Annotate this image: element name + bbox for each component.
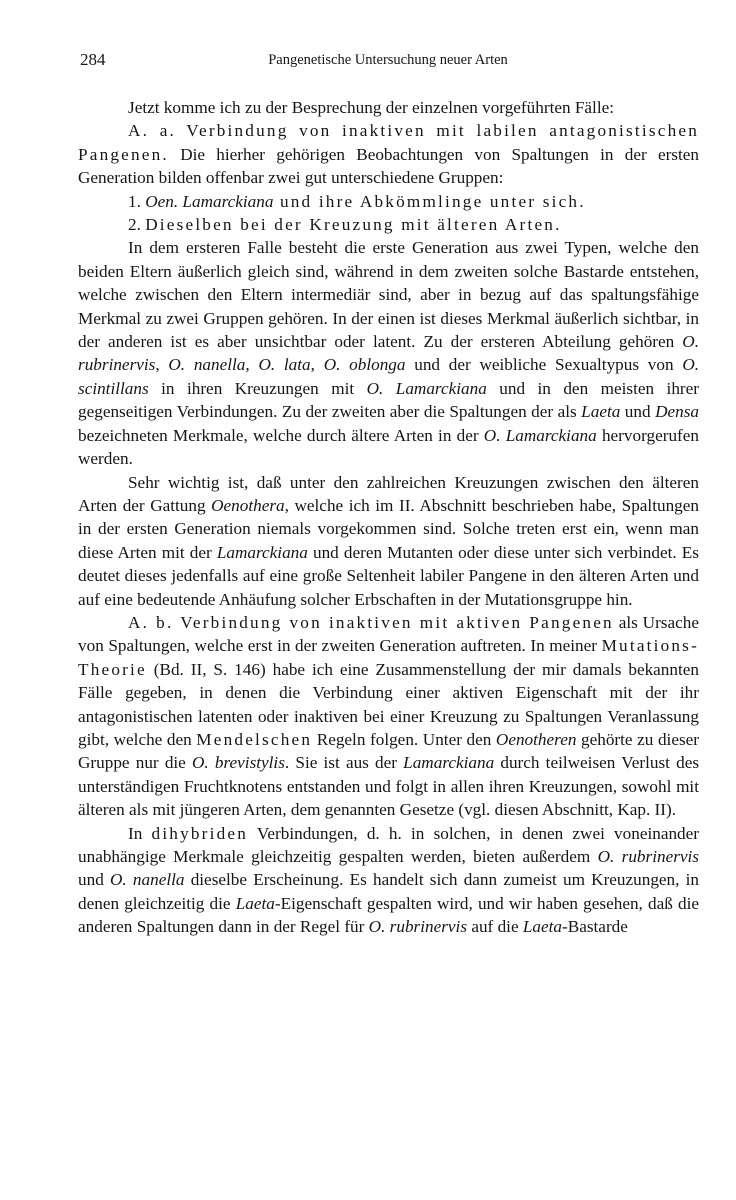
paragraph-section-a-a	[78, 119, 699, 189]
text-run: und der weibliche Sexualtypus von	[405, 355, 683, 375]
body-text	[78, 96, 699, 939]
species-name: Densa	[655, 402, 699, 422]
text-run: ,	[245, 355, 259, 375]
spaced-text: Mutations-Theorie	[78, 636, 699, 679]
text-run: auf die	[467, 917, 523, 937]
text-run: hervorgerufen werden.	[78, 425, 699, 469]
text-run: (Bd. II, S. 146) habe ich eine Zusammenstellung der mir damals bekannten Fälle gegeben, in denen die Verbindung einer aktiven Eigenschaft mit der ihr antagonistischen latenten oder inaktiven bei einer Kreuzung zu Spaltungen Veranlassung gibt, welche den	[78, 659, 699, 749]
species-name: O. rubrinervis	[597, 847, 699, 866]
text-run: , welche ich im II. Abschnitt beschrieben habe, Spaltungen in der ersten Generation niemals vorgekommen sind. Solche treten erst ein, wenn man diese Arten mit der	[78, 495, 699, 562]
text-run: Verbindungen, d. h. in solchen, in denen zwei voneinander unabhängige Merkmale gleichzeitig gespalten werden, bieten außerdem	[78, 823, 699, 866]
species-name: Oenotheren	[495, 729, 577, 749]
species-name: Lamarckiana	[403, 753, 495, 773]
species-name: O. Lamarckiana	[366, 378, 487, 398]
spaced-text: dihybriden	[151, 823, 248, 843]
text-run: -Bastarde	[562, 917, 628, 937]
paragraph-section-a-b	[78, 611, 699, 822]
paragraph-older-species	[78, 471, 699, 611]
text-run: ,	[310, 355, 324, 375]
species-name: Laeta	[235, 893, 275, 913]
paragraph-intro	[78, 96, 699, 119]
text-run: In dem ersteren Falle besteht die erste Generation aus zwei Typen, welche den beiden Eltern äußerlich gleich sind, während in dem zweiten solche Bastarde entstehen, welche zwischen den Eltern intermediär sind, aber in bezug auf das spaltungsfähige Merkmal zu zwei Gruppen gehören. In der einen ist dieses Merkmal äußerlich sichtbar, in der anderen ist es aber unsichtbar oder latent. Zu der ersteren Abteilung gehören	[78, 238, 699, 352]
list-item-1	[78, 190, 699, 213]
species-name: O. oblonga	[323, 355, 406, 375]
species-name: Oenothera	[211, 495, 285, 515]
paragraph-dihybrid	[78, 822, 699, 939]
paragraph-text: Die hierher gehörigen Beobachtungen von Spaltungen in der ersten Generation bilden offenbar zwei gut unterschiedene Gruppen:	[78, 144, 699, 188]
text-run: in ihren Kreuzungen mit	[148, 378, 367, 398]
text-run: und deren Mutanten oder diese unter sich verbindet. Es deutet dieses jedenfalls auf eine große Seltenheit labiler Pangene in den älteren Arten und auf eine bedeutende Anhäufung solcher Erbschaften in der Mutationsgruppe hin.	[78, 542, 699, 609]
text-run: Regeln folgen. Unter den	[312, 729, 496, 749]
species-name: Laeta	[522, 917, 563, 937]
list-item-2	[78, 213, 699, 236]
text-run: ,	[155, 355, 169, 375]
species-name: Lamarckiana	[216, 542, 308, 562]
species-name: Laeta	[581, 402, 621, 422]
species-name: Oen. Lamarckiana	[145, 191, 274, 211]
text-run: . Sie ist aus der	[284, 753, 404, 773]
text-run: und	[620, 402, 656, 422]
text-run: und	[78, 870, 110, 890]
paragraph-text: Jetzt komme ich zu der Besprechung der einzelnen vorgeführten Fälle:	[128, 98, 615, 117]
paragraph-first-case	[78, 236, 699, 470]
text-run: Sehr wichtig ist, daß unter den zahlreichen Kreuzungen zwischen den älteren Arten der Gattung	[78, 472, 699, 515]
list-item-number: 1.	[128, 191, 141, 211]
text-run: dieselbe Erscheinung. Es handelt sich dann zumeist um Kreuzungen, in denen gleichzeitig die	[78, 870, 700, 913]
text-run: gehörte zu dieser Gruppe nur die	[78, 729, 699, 773]
running-title: Pangenetische Untersuchung neuer Arten	[268, 52, 508, 68]
species-name: O. lata	[258, 355, 311, 375]
page-header	[80, 50, 696, 74]
text-run: bezeichneten Merkmale, welche durch ältere Arten in der	[78, 425, 484, 445]
list-item-number: 2.	[128, 215, 141, 235]
text-run: -Eigenschaft gespalten wird, und wir haben gesehen, daß die anderen Spaltungen dann in der Regel für	[78, 893, 699, 937]
list-item-text: und ihre Abkömmlinge unter sich.	[273, 191, 586, 211]
species-name: O. nanella	[110, 870, 185, 890]
text-run: als Ursache von Spaltungen, welche erst in der zweiten Generation auftreten. In meiner	[78, 612, 699, 656]
species-name: O. scintillans	[78, 355, 700, 398]
text-run: In	[128, 823, 152, 843]
spaced-text: Mendelschen	[196, 729, 313, 749]
species-name: O. Lamarckiana	[483, 425, 597, 445]
species-name: O. brevistylis	[192, 753, 285, 773]
section-heading-a-a: A. a. Verbindung von inaktiven mit labilen antagonistischen Pangenen.	[78, 121, 699, 164]
species-name: O. rubrinervis	[368, 917, 468, 937]
spaced-text: A. b. Verbindung von inaktiven mit aktiven Pangenen	[128, 612, 614, 632]
text-run: durch teilweisen Verlust des unterständigen Fruchtknotens entstanden und folgt in allen ihren Kreuzungen, sowohl mit älteren als mit jüngeren Arten, dem genannten Gesetze (vgl. diesen Abschnitt, Kap. II).	[78, 753, 700, 820]
list-item-text: Dieselben bei der Kreuzung mit älteren Arten.	[145, 215, 562, 235]
text-run: und in den meisten ihrer gegenseitigen Verbindungen. Zu der zweiten aber die Spaltungen der als	[78, 378, 699, 422]
species-name: O. rubrinervis	[78, 332, 699, 375]
species-name: O. nanella	[168, 355, 246, 375]
page-number: 284	[80, 50, 106, 69]
